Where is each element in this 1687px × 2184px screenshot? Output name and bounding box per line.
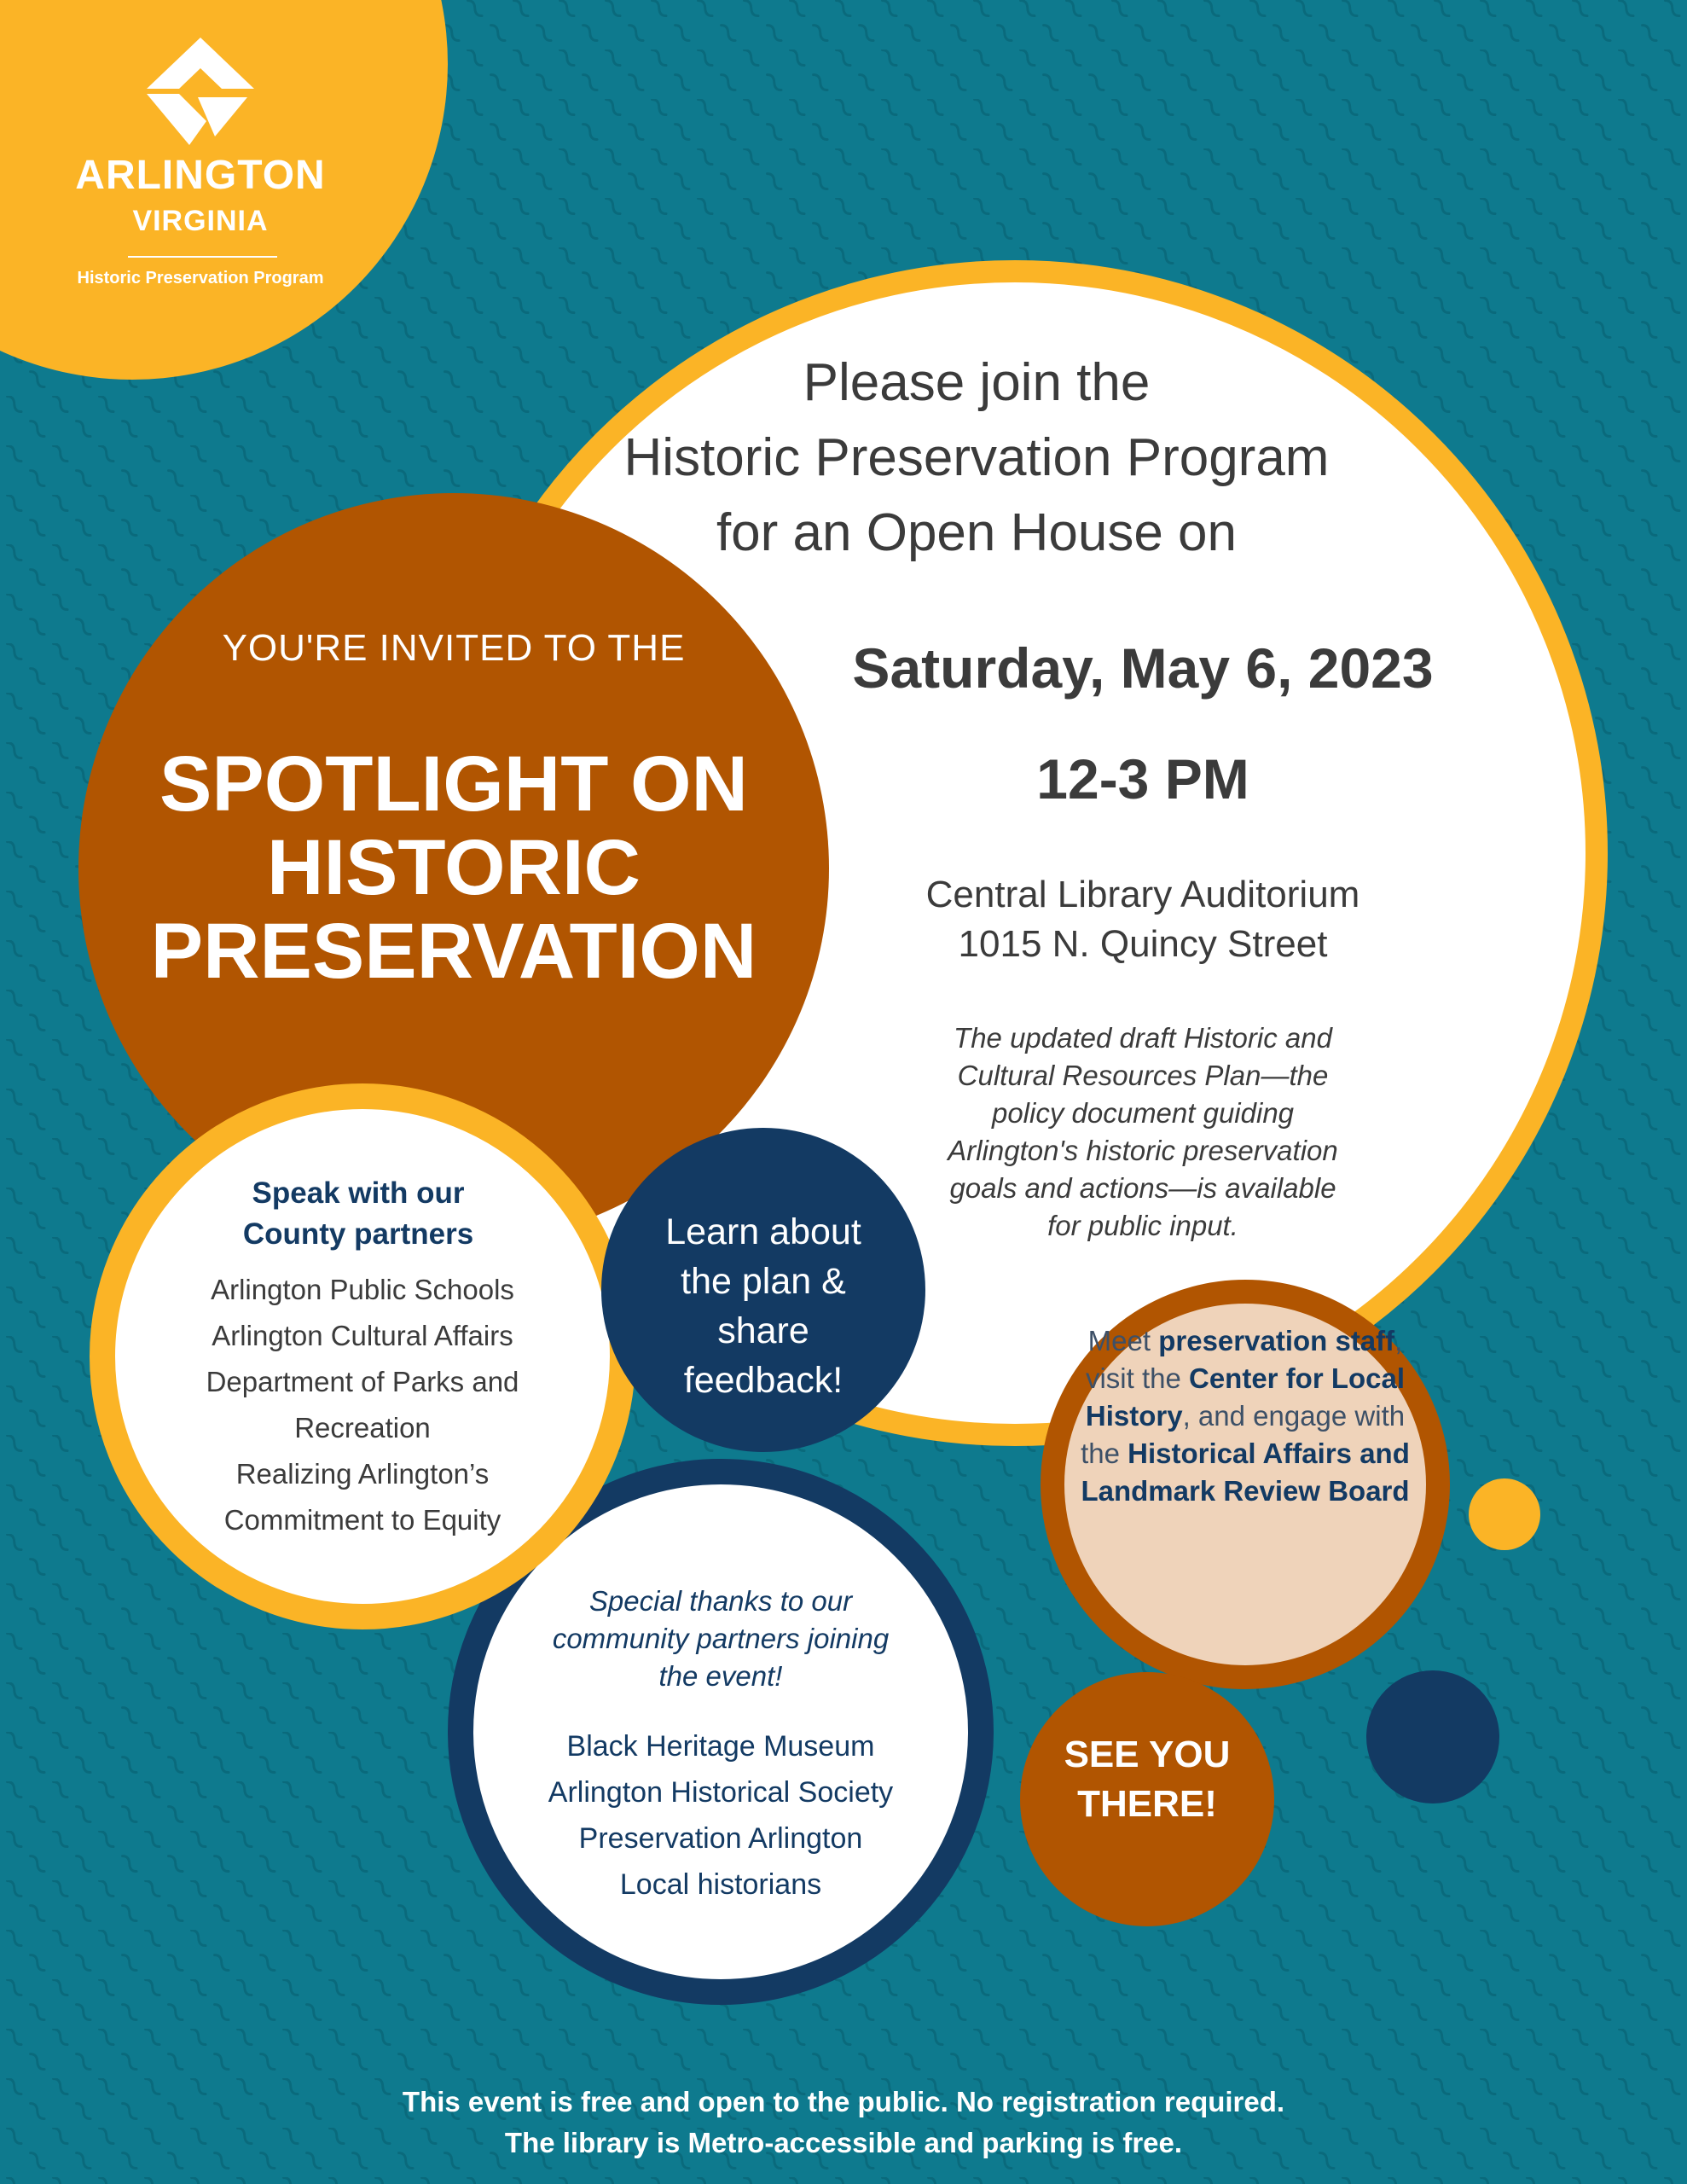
logo-divider (128, 256, 277, 258)
event-time: 12-3 PM (1036, 747, 1249, 810)
venue-name: Central Library Auditorium (925, 874, 1360, 915)
meet-segment: Meet (1087, 1325, 1159, 1356)
learn-line: the plan & (681, 1261, 846, 1302)
community-partners-list (512, 1723, 930, 1908)
county-partner-item: Realizing Arlington’s (235, 1458, 490, 1490)
meet-segment-highlight: preservation staff (1158, 1325, 1395, 1356)
event-title-line: HISTORIC (267, 824, 641, 911)
plan-description-line: goals and actions—is available (949, 1172, 1336, 1204)
meet-staff-message (1079, 1322, 1412, 1510)
logo-state: VIRGINIA (132, 205, 269, 237)
learn-line: Learn about (665, 1211, 861, 1252)
plan-description-line: policy document guiding (991, 1097, 1295, 1129)
footer-line: The library is Metro-accessible and parking is free. (504, 2127, 1183, 2158)
community-thanks-line: Special thanks to our (588, 1585, 853, 1617)
event-venue (759, 870, 1527, 969)
event-date: Saturday, May 6, 2023 (852, 636, 1434, 700)
meet-segment-highlight: Historical Affairs and Landmark Review Board (1081, 1438, 1410, 1507)
event-title (78, 742, 829, 993)
venue-address: 1015 N. Quincy Street (958, 923, 1328, 965)
meet-segment-highlight: Center for Local History (1085, 1362, 1406, 1432)
community-partner-item: Arlington Historical Society (548, 1776, 894, 1809)
community-partner-item: Black Heritage Museum (566, 1730, 875, 1763)
plan-description-line: Cultural Resources Plan—the (957, 1060, 1329, 1091)
community-thanks-line: community partners joining (552, 1623, 890, 1654)
see-you-line: SEE YOU (1064, 1734, 1231, 1775)
county-partners-list (149, 1267, 576, 1543)
county-partner-item: Department of Parks and (206, 1366, 519, 1397)
event-title-line: PRESERVATION (150, 908, 757, 995)
learn-line: feedback! (683, 1360, 844, 1401)
decorative-navy-dot (1366, 1670, 1499, 1804)
logo-program-name: Historic Preservation Program (77, 269, 324, 288)
decorative-yellow-dot (1469, 1478, 1540, 1550)
county-partners-heading (149, 1173, 567, 1255)
meet-segment: , and engage with the (1081, 1400, 1406, 1469)
plan-description-line: for public input. (1047, 1210, 1238, 1241)
see-you-line: THERE! (1077, 1783, 1217, 1825)
county-partner-item: Arlington Public Schools (211, 1274, 514, 1305)
plan-description-line: Arlington's historic preservation (948, 1135, 1338, 1166)
meet-segment: , visit the (1085, 1325, 1403, 1394)
plan-description-line: The updated draft Historic and (954, 1022, 1332, 1054)
footer-note (0, 2082, 1687, 2164)
event-title-line: SPOTLIGHT ON (159, 741, 748, 828)
county-partner-item: Recreation (294, 1412, 431, 1443)
community-partner-item: Preservation Arlington (578, 1822, 863, 1855)
see-you-message (1020, 1730, 1274, 1829)
logo-wordmark: ARLINGTON (75, 153, 326, 198)
invited-kicker: YOU'RE INVITED TO THE (222, 627, 686, 669)
invitation-intro-line: Historic Preservation Program (623, 428, 1330, 487)
invitation-intro-line: Please join the (803, 353, 1151, 412)
county-heading-line: County partners (242, 1217, 474, 1251)
footer-line: This event is free and open to the public. No registration required. (402, 2086, 1285, 2117)
arlington-diamond-logo-icon (145, 36, 256, 147)
community-thanks (512, 1583, 930, 1695)
plan-description (896, 1019, 1390, 1245)
county-heading-line: Speak with our (252, 1176, 465, 1210)
learn-line: share (717, 1310, 809, 1351)
community-thanks-line: the event! (658, 1660, 783, 1692)
invitation-intro-line: for an Open House on (716, 503, 1238, 562)
county-partner-item: Arlington Cultural Affairs (212, 1320, 513, 1351)
county-partner-item: Commitment to Equity (223, 1504, 501, 1536)
learn-message (601, 1207, 925, 1405)
community-partner-item: Local historians (619, 1868, 822, 1901)
